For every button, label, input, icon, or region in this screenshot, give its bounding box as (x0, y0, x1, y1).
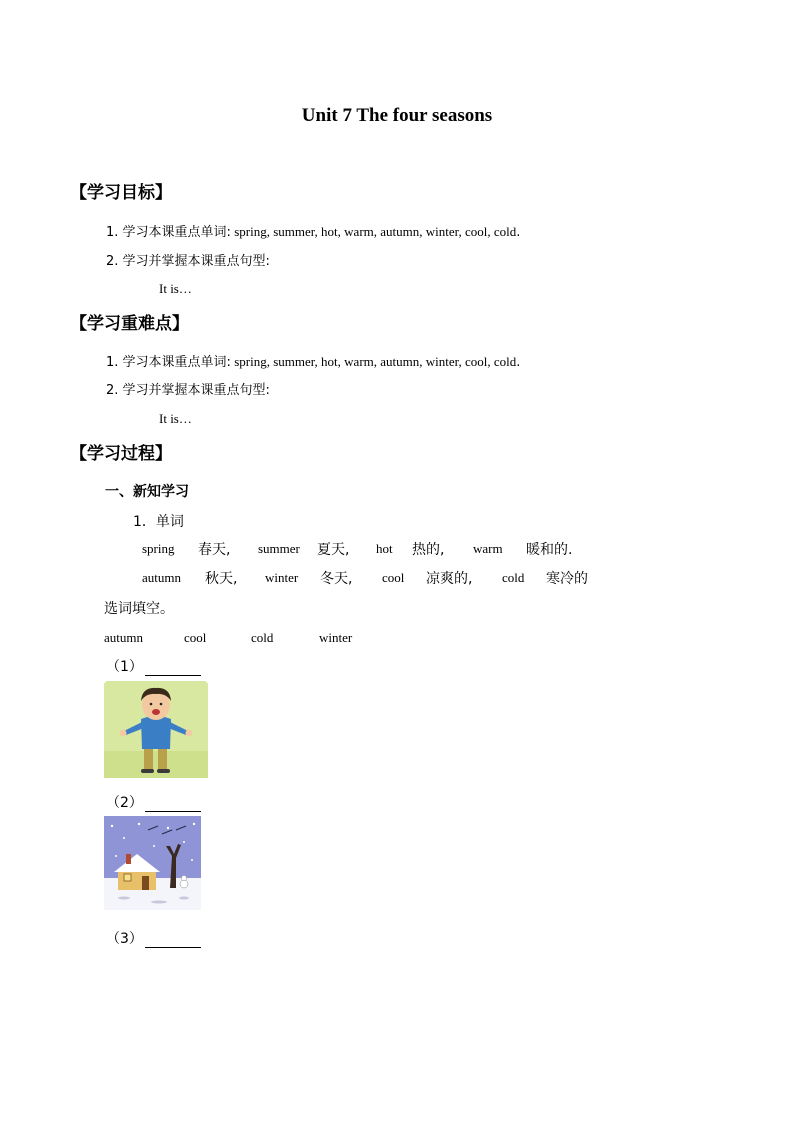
fill-instruction: 选词填空。 (104, 601, 174, 617)
vocab-cn: 寒冷的 (546, 571, 588, 587)
part-one-heading: 一、新知学习 (105, 484, 189, 500)
winter-house-illustration (104, 816, 201, 910)
blank-2[interactable] (106, 792, 201, 812)
vocab-cn: 暖和的. (526, 542, 573, 558)
key-points-item-1-end: . (516, 355, 521, 370)
vocab-en: winter (265, 570, 299, 585)
vocab-en: autumn (142, 570, 181, 585)
goals-item-2-number: 2. (106, 254, 119, 269)
vocab-cn: 春天, (198, 542, 231, 558)
vocab-cn: 秋天, (205, 571, 238, 587)
section-heading-goals: 【学习目标】 (70, 183, 172, 203)
vocab-en: warm (473, 541, 503, 556)
vocab-cn: 凉爽的, (426, 571, 473, 587)
vocab-en: cool (382, 570, 405, 585)
winter-house-picture (104, 816, 201, 910)
key-points-pattern: It is… (159, 411, 192, 426)
key-points-item-2-text: 学习并掌握本课重点句型: (122, 383, 270, 398)
vocab-cn: 夏天, (317, 542, 350, 558)
blank-3-line[interactable] (145, 933, 201, 948)
section-heading-key-points: 【学习重难点】 (70, 314, 189, 334)
vocab-en: cold (502, 570, 525, 585)
blank-2-number: （2） (106, 795, 143, 811)
key-points-item-1-number: 1. (106, 355, 119, 370)
section-heading-process: 【学习过程】 (70, 444, 172, 464)
word-bank-item: winter (319, 630, 353, 645)
vocab-cn: 冬天, (320, 571, 353, 587)
goals-item-1 (106, 221, 520, 240)
key-points-item-1-text: 学习本课重点单词: (122, 355, 231, 370)
key-points-item-1 (106, 351, 520, 370)
key-points-item-2 (106, 379, 270, 398)
blank-1-line[interactable] (145, 661, 201, 676)
blank-1[interactable] (106, 656, 201, 676)
goals-item-1-number: 1. (106, 225, 119, 240)
goals-item-1-words: spring, summer, hot, warm, autumn, winter, cool, cold (230, 224, 517, 239)
blank-1-number: （1） (106, 659, 143, 675)
blank-2-line[interactable] (145, 797, 201, 812)
goals-item-2-text: 学习并掌握本课重点句型: (122, 254, 270, 269)
goals-item-2 (106, 250, 270, 269)
vocab-en: summer (258, 541, 300, 556)
word-bank-item: cold (251, 630, 274, 645)
vocab-title: 1．单词 (133, 514, 184, 530)
word-bank-item: autumn (104, 630, 143, 645)
blank-3[interactable] (106, 928, 201, 948)
goals-pattern: It is… (159, 281, 192, 296)
boy-illustration (104, 681, 208, 778)
goals-item-1-end: . (516, 225, 521, 240)
vocab-cn: 热的, (412, 542, 445, 558)
vocab-en: spring (142, 541, 175, 556)
key-points-item-1-words: spring, summer, hot, warm, autumn, winter, cool, cold (230, 354, 517, 369)
page-title: Unit 7 The four seasons (301, 105, 493, 126)
goals-item-1-text: 学习本课重点单词: (122, 225, 231, 240)
blank-3-number: （3） (106, 931, 143, 947)
boy-picture (104, 681, 208, 778)
key-points-item-2-number: 2. (106, 383, 119, 398)
word-bank-item: cool (184, 630, 207, 645)
vocab-en: hot (376, 541, 393, 556)
